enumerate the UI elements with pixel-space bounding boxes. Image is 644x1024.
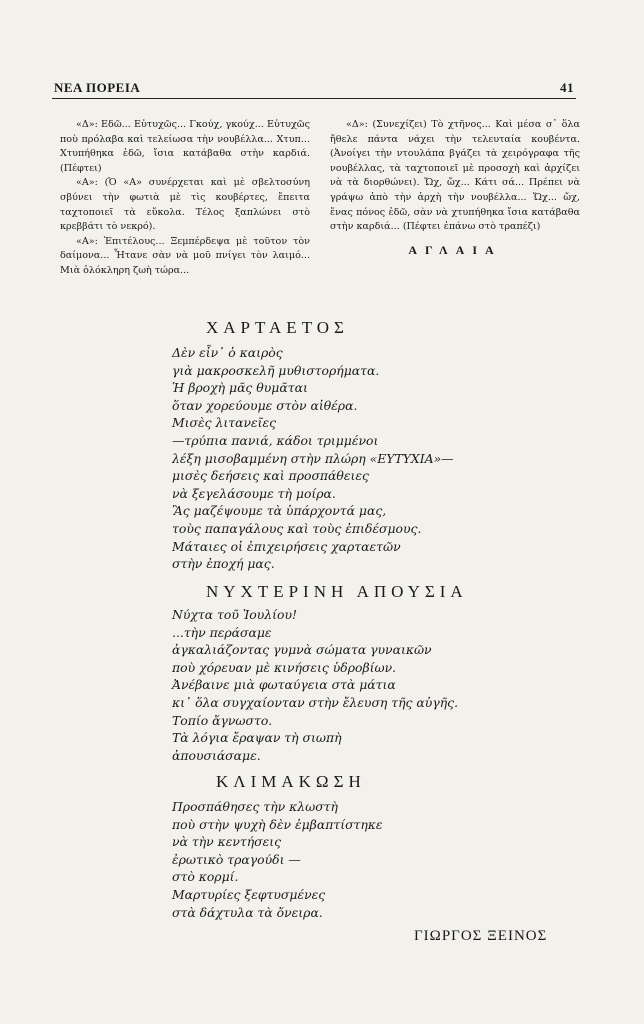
poem-line: Νύχτα τοῦ Ἰουλίου! bbox=[172, 607, 297, 622]
poem-line: Ἂς μαζέψουμε τὰ ὑπάρχοντά μας, bbox=[172, 503, 387, 519]
poem-title-1: ΧΑΡΤΑΕΤΟΣ bbox=[206, 318, 349, 337]
header-rule bbox=[52, 98, 576, 99]
poem-body-3 bbox=[172, 798, 383, 921]
poem-line: Ἡ βροχὴ μᾶς θυμᾶται bbox=[172, 380, 308, 396]
paragraph: «Α»: (Ὁ «Α» συνέρχεται καὶ μὲ σβελτοσύνη σβύνει τὴν φωτιὰ μὲ τὶς κουβέρτες, ἔπειτα ταχτοποιεῖ τὰ εὔκολα. Τέλος ξαπλώνει στὸ κρεββάτι τὸ νεκρό). bbox=[60, 177, 310, 233]
paragraph: «Α»: Ἐπιτέλους... Ξεμπέρδεψα μὲ τοῦτον τὸν δαίμονα... Ἦτανε σὰν νὰ μοῦ πνίγει τὸν λαιμό... Μιὰ ὁλόκληρη ζωὴ τώρα... bbox=[60, 235, 310, 276]
author-name: ΓΙΩΡΓΟΣ ΞΕΙΝΟΣ bbox=[414, 928, 548, 944]
poem-line: ἀπουσιάσαμε. bbox=[172, 747, 261, 763]
poem-line: ποὺ χόρευαν μὲ κινήσεις ὑδροβίων. bbox=[172, 659, 397, 675]
poem-line: Μάταιες οἱ ἐπιχειρήσεις χαρταετῶν bbox=[172, 538, 401, 554]
poem-line: Μισὲς λιτανεῖες bbox=[172, 415, 277, 431]
poem-line: λέξη μισοβαμμένη στὴν πλώρη «ΕΥΤΥΧΙΑ»— bbox=[172, 450, 454, 466]
poem-title-2: ΝΥΧΤΕΡΙΝΗ ΑΠΟΥΣΙΑ bbox=[206, 582, 468, 601]
poem-line: ἀγκαλιάζοντας γυμνὰ σώματα γυναικῶν bbox=[172, 642, 432, 658]
paragraph: «Δ»: (Συνεχίζει) Τὸ χτῆνος... Καὶ μέσα σ᾽ ὅλα ἤθελε πάντα νάχει τὴν τελευταία κουβέντα. (Ἀνοίγει τὴν ντουλάπα βγάζει τὰ χειρόγραφα τῆς νουβέλλας, τὰ ταχτοποιεῖ μὲ προσοχὴ καὶ ἀρχίζει νὰ τὰ διορθώνει). Ὤχ, ὤχ... Κάτι σά... Πρέπει νὰ γράψω ἀπὸ τὴν ἀρχὴ τὴν νουβέλλα... Ὤχ... ὤχ, ἕνας πόνος ἐδῶ, σὰν νὰ χτυπήθηκα ἴσια κατάβαθα στὴν καρδιά... (Πέφτει ἐπάνω στὸ τραπέζι) bbox=[330, 119, 580, 233]
poem-title-3: ΚΛΙΜΑΚΩΣΗ bbox=[216, 772, 366, 791]
poem-line: Ἀνέβαινε μιὰ φωταύγεια στὰ μάτια bbox=[172, 677, 396, 693]
poem-line: μισὲς δεήσεις καὶ προσπάθειες bbox=[172, 468, 369, 484]
poem-line: κι᾽ ὅλα συγχαίονταν στὴν ἔλευση τῆς αὐγῆς. bbox=[172, 694, 459, 710]
poem-line: γιὰ μακροσκελῆ μυθιστορήματα. bbox=[172, 362, 380, 378]
prose-columns bbox=[60, 118, 580, 279]
left-column bbox=[60, 118, 310, 279]
page-number: 41 bbox=[560, 80, 574, 95]
journal-title: ΝΕΑ ΠΟΡΕΙΑ bbox=[54, 80, 141, 95]
poem-line: νὰ ξεγελάσουμε τὴ μοίρα. bbox=[172, 485, 336, 501]
poem-line: Δὲν εἶν᾽ ὁ καιρὸς bbox=[172, 345, 283, 360]
poem-line: Τοπίο ἄγνωστο. bbox=[172, 712, 273, 728]
poem-line: Τὰ λόγια ἔραψαν τὴ σιωπὴ bbox=[172, 730, 342, 746]
poem-body-1 bbox=[172, 344, 454, 573]
poem-line: στὰ δάχτυλα τὰ ὄνειρα. bbox=[172, 904, 323, 920]
poem-line: νὰ τὴν κεντήσεις bbox=[172, 834, 282, 850]
poem-body-2 bbox=[172, 606, 458, 764]
poem-line: ὅταν χορεύουμε στὸν αἰθέρα. bbox=[172, 397, 358, 413]
poem-line: ποὺ στὴν ψυχὴ δὲν ἐμβαπτίστηκε bbox=[172, 816, 383, 832]
signature-aglaia: ΑΓΛΑΙΑ bbox=[408, 242, 502, 257]
poem-line: στὴν ἐποχή μας. bbox=[172, 556, 275, 572]
poem-line: ἐρωτικὸ τραγούδι — bbox=[172, 851, 301, 867]
poem-line: στὸ κορμί. bbox=[172, 869, 239, 885]
poem-line: ...τὴν περάσαμε bbox=[172, 624, 272, 640]
running-header bbox=[54, 80, 574, 96]
poem-line: Προσπάθησες τὴν κλωστὴ bbox=[172, 799, 338, 814]
poem-line: —τρύπια πανιά, κάδοι τριμμένοι bbox=[172, 432, 379, 448]
poem-line: τοὺς παπαγάλους καὶ τοὺς ἐπιδέσμους. bbox=[172, 520, 422, 536]
right-column bbox=[330, 118, 580, 279]
poem-line: Μαρτυρίες ξεφτυσμένες bbox=[172, 886, 326, 902]
paragraph: «Δ»: Εδῶ... Εὐτυχῶς... Γκούχ, γκούχ... Εὐτυχῶς ποὺ πρόλαβα καὶ τελείωσα τὴν νουβέλλα... Χτυπ... Χτυπήθηκα ἐδῶ, ἴσια κατάβαθα στὴν καρδιά. (Πέφτει) bbox=[60, 119, 310, 174]
